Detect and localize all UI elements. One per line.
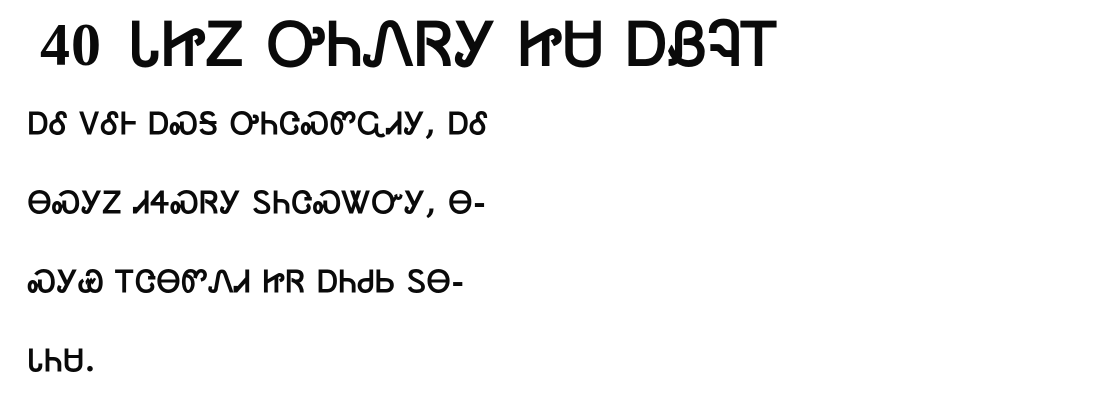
verse-number: 40 — [40, 12, 102, 78]
verse-line-4: ᏍᎩᏯ ᎢᏣᎾᏛᏁᏗ ᏥᏒ ᎠᏂᏧᏏ ᏚᎾ- — [28, 265, 466, 300]
verse-text-block — [28, 6, 1078, 401]
verse-line-1 — [40, 6, 1078, 85]
verse-line-3: ᎾᏍᎩᏃ ᏗᏎᏍᏒᎩ ᏚᏂᏣᏍᏔᏅᎩ, Ꮎ- — [28, 186, 487, 221]
verse-line-2: ᎠᎴ ᏙᎴᎰ ᎠᏍᎦ ᎤᏂᏣᏍᏛᏩᏗᎩ, ᎠᎴ — [28, 107, 490, 142]
verse-line-1-text: ᏓᏥᏃ ᎤᏂᏁᏒᎩ ᏥᏌ ᎠᏰᎸᎢ — [129, 10, 780, 80]
verse-line-5: ᏓᏂᏌ. — [28, 344, 97, 379]
